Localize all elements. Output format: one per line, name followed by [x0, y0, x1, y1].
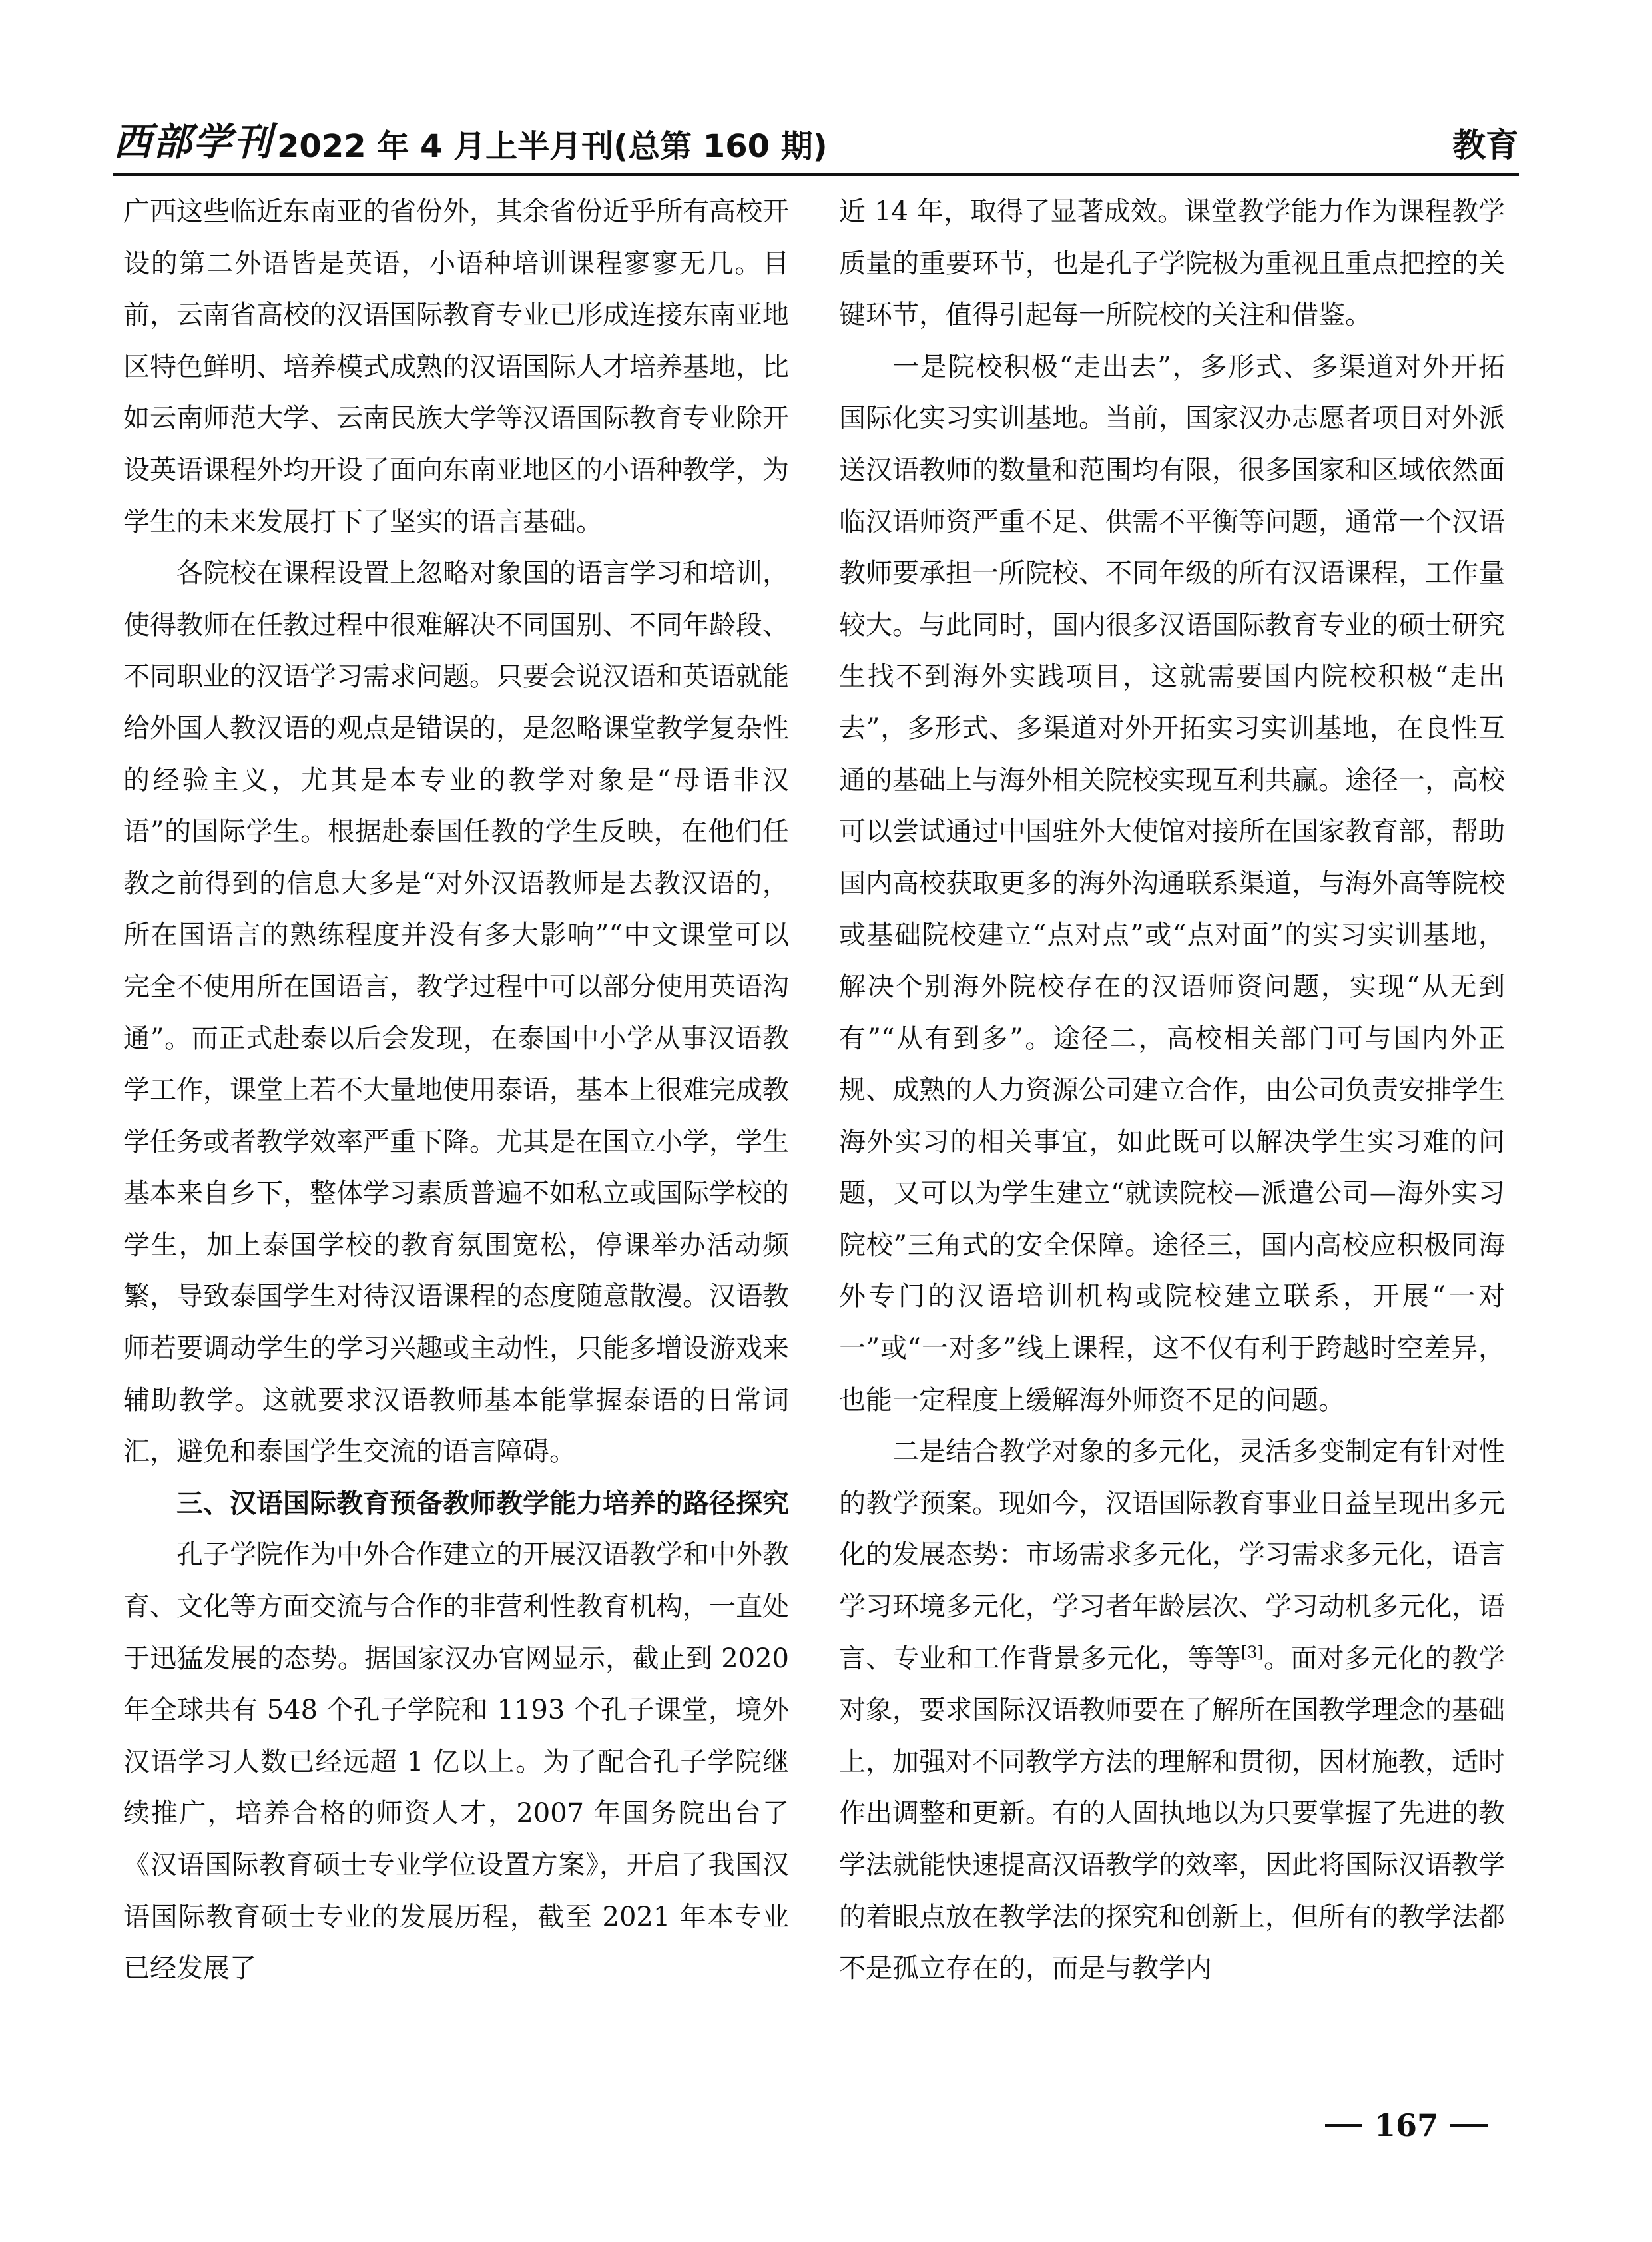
paragraph: [839, 1426, 1505, 1995]
left-column: [123, 186, 789, 1995]
paragraph-text: 二是结合教学对象的多元化，灵活多变制定有针对性的教学预案。现如今，汉语国际教育事业日益呈现出多元化的发展态势：市场需求多元化，学习需求多元化，语言学习环境多元化，学习者年龄层次、学习动机多元化，语言、专业和工作背景多元化，等等: [839, 1436, 1505, 1674]
page-header: [113, 107, 1519, 176]
page-footer: [1325, 2107, 1525, 2143]
paragraph: 一是院校积极“走出去”，多形式、多渠道对外开拓国际化实习实训基地。当前，国家汉办志愿者项目对外派送汉语教师的数量和范围均有限，很多国家和区域依然面临汉语师资严重不足、供需不平衡等问题，通常一个汉语教师要承担一所院校、不同年级的所有汉语课程，工作量较大。与此同时，国内很多汉语国际教育专业的硕士研究生找不到海外实践项目，这就需要国内院校积极“走出去”，多形式、多渠道对外开拓实习实训基地，在良性互通的基础上与海外相关院校实现互利共赢。途径一，高校可以尝试通过中国驻外大使馆对接所在国家教育部，帮助国内高校获取更多的海外沟通联系渠道，与海外高等院校或基础院校建立“点对点”或“点对面”的实习实训基地，解决个别海外院校存在的汉语师资问题，实现“从无到有”“从有到多”。途径二，高校相关部门可与国内外正规、成熟的人力资源公司建立合作，由公司负责安排学生海外实习的相关事宜，如此既可以解决学生实习难的问题，又可以为学生建立“就读院校—派遣公司—海外实习院校”三角式的安全保障。途径三，国内高校应积极同海外专门的汉语培训机构或院校建立联系，开展“一对一”或“一对多”线上课程，这不仅有利于跨越时空差异，也能一定程度上缓解海外师资不足的问题。: [839, 351, 1505, 1416]
section-heading: 三、汉语国际教育预备教师教学能力培养的路径探究: [176, 1488, 789, 1519]
paragraph: 各院校在课程设置上忽略对象国的语言学习和培训，使得教师在任教过程中很难解决不同国别、不同年龄段、不同职业的汉语学习需求问题。只要会说汉语和英语就能给外国人教汉语的观点是错误的，是忽略课堂教学复杂性的经验主义，尤其是本专业的教学对象是“母语非汉语”的国际学生。根据赴泰国任教的学生反映，在他们任教之前得到的信息大多是“对外汉语教师是去教汉语的，所在国语言的熟练程度并没有多大影响”“中文课堂可以完全不使用所在国语言，教学过程中可以部分使用英语沟通”。而正式赴泰以后会发现，在泰国中小学从事汉语教学工作，课堂上若不大量地使用泰语，基本上很难完成教学任务或者教学效率严重下降。尤其是在国立小学，学生基本来自乡下，整体学习素质普遍不如私立或国际学校的学生，加上泰国学校的教育氛围宽松，停课举办活动频繁，导致泰国学生对待汉语课程的态度随意散漫。汉语教师若要调动学生的学习兴趣或主动性，只能多增设游戏来辅助教学。这就要求汉语教师基本能掌握泰语的日常词汇，避免和泰国学生交流的语言障碍。: [123, 558, 789, 1468]
header-left: [113, 111, 828, 166]
dash-right: [1450, 2124, 1488, 2127]
journal-logo: 西部学刊: [113, 119, 274, 164]
paragraph-text: 。面对多元化的教学对象，要求国际汉语教师要在了解所在国教学理念的基础上，加强对不同教学方法的理解和贯彻，因材施教，适时作出调整和更新。有的人固执地以为只要掌握了先进的教学法就能快速提高汉语教学的效率，因此将国际汉语教学的着眼点放在教学法的探究和创新上，但所有的教学法都不是孤立存在的，而是与教学内: [839, 1643, 1505, 1984]
citation-ref[interactable]: [3]: [1240, 1643, 1264, 1662]
issue-info: 2022 年 4 月上半月刊(总第 160 期): [277, 128, 828, 165]
section-title: 教育: [1452, 126, 1519, 164]
paragraph: 广西这些临近东南亚的省份外，其余省份近乎所有高校开设的第二外语皆是英语，小语种培训课程寥寥无几。目前，云南省高校的汉语国际教育专业已形成连接东南亚地区特色鲜明、培养模式成熟的汉语国际人才培养基地，比如云南师范大学、云南民族大学等汉语国际教育专业除开设英语课程外均开设了面向东南亚地区的小语种教学，为学生的未来发展打下了坚实的语言基础。: [123, 196, 789, 537]
page-number: 167: [1374, 2107, 1439, 2143]
paragraph: 孔子学院作为中外合作建立的开展汉语教学和中外教育、文化等方面交流与合作的非营利性教育机构，一直处于迅猛发展的态势。据国家汉办官网显示，截止到 2020 年全球共有 548 个孔子学院和 1193 个孔子课堂，境外汉语学习人数已经远超 1 亿以上。为了配合孔子学院继续推广，培养合格的师资人才，2007 年国务院出台了《汉语国际教育硕士专业学位设置方案》，开启了我国汉语国际教育硕士专业的发展历程，截至 2021 年本专业已经发展了: [123, 1540, 789, 1984]
dash-left: [1325, 2124, 1362, 2127]
paragraph: 近 14 年，取得了显著成效。课堂教学能力作为课程教学质量的重要环节，也是孔子学院极为重视且重点把控的关键环节，值得引起每一所院校的关注和借鉴。: [839, 196, 1505, 331]
right-column: [839, 186, 1505, 1995]
